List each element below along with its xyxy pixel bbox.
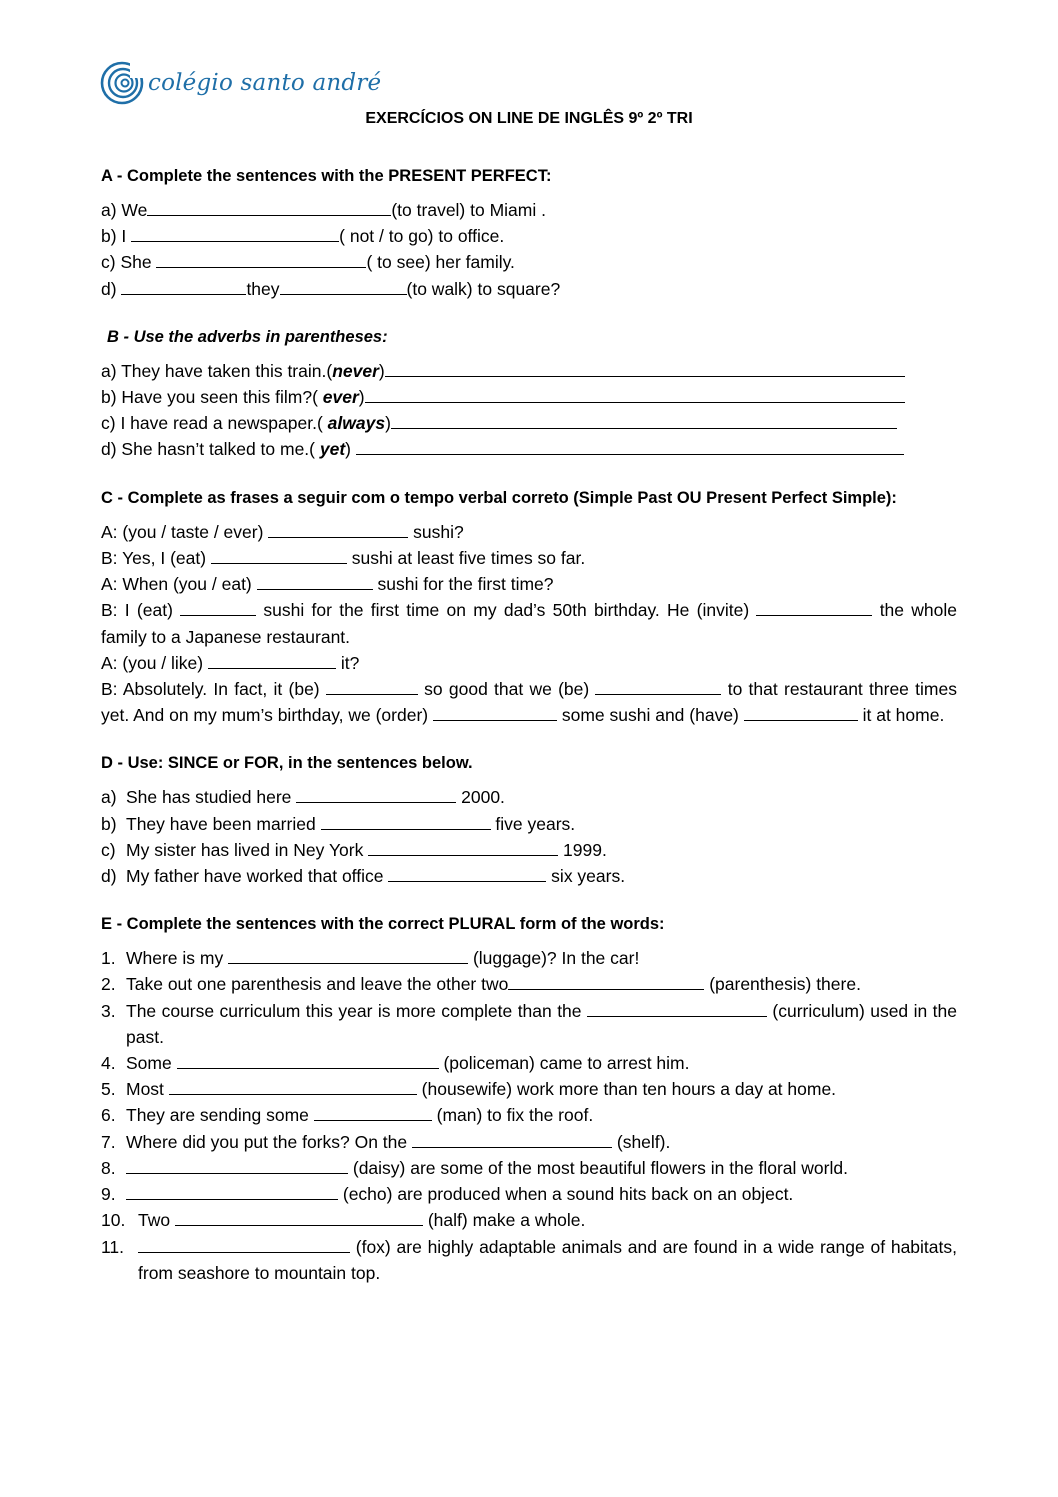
line-text: ( not / to go) to office. xyxy=(339,226,505,247)
answer-blank[interactable] xyxy=(756,597,872,616)
item-number: a) xyxy=(101,787,117,808)
section-d xyxy=(101,750,957,889)
answer-blank[interactable] xyxy=(368,837,558,856)
line-text: (half) make a whole. xyxy=(422,1210,586,1231)
answer-blank[interactable] xyxy=(314,1102,432,1121)
item-number: 8. xyxy=(101,1157,116,1178)
answer-blank[interactable] xyxy=(147,197,391,216)
adverb: never xyxy=(332,360,379,381)
answer-blank[interactable] xyxy=(385,358,905,377)
exercise-line xyxy=(101,811,957,837)
answer-blank[interactable] xyxy=(365,384,905,403)
answer-blank[interactable] xyxy=(388,863,546,882)
exercise-line xyxy=(101,1050,957,1076)
exercise-line xyxy=(101,1129,957,1155)
line-text: a) We xyxy=(101,200,148,220)
line-text: (housewife) work more than ten hours a day at home. xyxy=(416,1079,837,1100)
line-text: five years. xyxy=(490,813,576,834)
line-text: B: Absolutely. In fact, it (be) xyxy=(101,679,326,700)
line-text: My sister has lived in Ney York xyxy=(126,839,369,860)
answer-blank[interactable] xyxy=(131,223,339,242)
line-text: six years. xyxy=(546,866,626,887)
swirl-logo-icon xyxy=(100,60,144,106)
item-number: 2. xyxy=(101,974,116,995)
exercise-line xyxy=(101,1181,957,1207)
school-logo xyxy=(100,58,381,108)
section-a xyxy=(101,163,957,302)
item-number: 3. xyxy=(101,1000,116,1021)
line-text: They have been married xyxy=(126,813,321,834)
line-text: to that restaurant three times yet. And on my mum’s birthday, we (order) xyxy=(101,679,957,726)
section-b xyxy=(101,324,957,463)
section-c xyxy=(101,485,957,729)
exercise-line xyxy=(101,998,957,1050)
exercise-line xyxy=(101,1076,957,1102)
line-text: c) She xyxy=(101,252,157,273)
exercise-line xyxy=(101,1234,957,1286)
adverb: yet xyxy=(319,439,346,460)
dialogue-line xyxy=(101,650,957,676)
school-name: colégio santo andré xyxy=(148,70,382,96)
line-text: B: I (eat) xyxy=(101,600,181,621)
answer-blank[interactable] xyxy=(175,1207,423,1226)
line-text: Where did you put the forks? On the xyxy=(126,1131,412,1152)
worksheet-content xyxy=(101,163,957,1308)
line-text: b) Have you seen this film?( xyxy=(101,387,323,408)
line-text: (daisy) are some of the most beautiful flowers in the floral world. xyxy=(348,1157,848,1178)
answer-blank[interactable] xyxy=(744,702,858,721)
section-e xyxy=(101,911,957,1286)
section-a-title: A - Complete the sentences with the PRESENT PERFECT: xyxy=(101,167,552,185)
dialogue-line xyxy=(101,519,957,545)
exercise-line xyxy=(101,410,957,436)
answer-blank[interactable] xyxy=(412,1129,612,1148)
exercise-line xyxy=(101,436,957,462)
exercise-line xyxy=(101,384,957,410)
exercise-line xyxy=(101,197,957,223)
line-text: d) She hasn’t talked to me.( xyxy=(101,439,320,460)
answer-blank[interactable] xyxy=(169,1076,417,1095)
item-number: 11. xyxy=(101,1236,125,1257)
item-number: 4. xyxy=(101,1053,116,1074)
item-number: 1. xyxy=(101,948,116,969)
line-text: sushi at least five times so far. xyxy=(346,548,586,569)
dialogue-line xyxy=(101,571,957,597)
answer-blank[interactable] xyxy=(208,650,336,669)
line-text: My father have worked that office xyxy=(126,866,389,887)
line-text: so good that we (be) xyxy=(417,679,596,700)
item-number: c) xyxy=(101,839,116,860)
exercise-line xyxy=(101,276,957,302)
answer-blank[interactable] xyxy=(257,571,373,590)
line-text: sushi for the first time on my dad’s 50th birthday. He (invite) xyxy=(256,600,757,621)
line-text: (to travel) to Miami . xyxy=(391,200,546,220)
answer-blank[interactable] xyxy=(156,249,366,268)
answer-blank[interactable] xyxy=(356,436,904,455)
answer-blank[interactable] xyxy=(595,676,721,695)
line-text: c) I have read a newspaper.( xyxy=(101,413,328,434)
dialogue-line xyxy=(101,676,957,728)
exercise-line xyxy=(101,223,957,249)
line-text: (luggage)? In the car! xyxy=(468,948,640,969)
answer-blank[interactable] xyxy=(138,1234,350,1253)
exercise-line xyxy=(101,971,957,997)
answer-blank[interactable] xyxy=(433,702,557,721)
line-text: sushi for the first time? xyxy=(372,574,554,595)
line-text: A: (you / like) xyxy=(101,652,208,673)
answer-blank[interactable] xyxy=(268,519,408,538)
exercise-line xyxy=(101,945,957,971)
line-text: (shelf). xyxy=(612,1131,671,1152)
adverb: always xyxy=(327,413,386,434)
document-title: EXERCÍCIOS ON LINE DE INGLÊS 9º 2º TRI xyxy=(365,110,693,127)
answer-blank[interactable] xyxy=(587,998,767,1017)
line-text: (parenthesis) there. xyxy=(704,974,861,995)
line-text: the whole family to a Japanese restaurant. xyxy=(101,600,958,647)
answer-blank[interactable] xyxy=(126,1155,348,1174)
adverb: ever xyxy=(322,387,359,408)
dialogue-line xyxy=(101,545,957,571)
line-text: a) They have taken this train.( xyxy=(101,360,333,381)
line-text: Where is my xyxy=(126,948,229,969)
answer-blank[interactable] xyxy=(211,545,347,564)
line-text: (policeman) came to arrest him. xyxy=(438,1053,690,1074)
answer-blank[interactable] xyxy=(126,1181,338,1200)
exercise-line xyxy=(101,784,957,810)
line-text: ) xyxy=(358,387,365,408)
line-text: ) xyxy=(378,360,385,381)
answer-blank[interactable] xyxy=(228,945,468,964)
answer-blank[interactable] xyxy=(280,276,407,295)
line-text: The course curriculum this year is more complete than the xyxy=(126,1000,587,1021)
line-text: 1999. xyxy=(558,839,607,860)
dialogue-line xyxy=(101,597,957,649)
exercise-line xyxy=(101,358,957,384)
line-text: (curriculum) used in the past. xyxy=(126,1000,957,1047)
item-number: 9. xyxy=(101,1184,116,1205)
line-text: (to walk) to square? xyxy=(406,278,561,299)
line-text: sushi? xyxy=(408,521,464,542)
answer-blank[interactable] xyxy=(321,811,491,830)
answer-blank[interactable] xyxy=(180,597,256,616)
line-text: Some xyxy=(126,1053,177,1074)
line-text: they xyxy=(246,278,280,299)
line-text: A: (you / taste / ever) xyxy=(101,521,269,542)
answer-blank[interactable] xyxy=(177,1050,439,1069)
line-text: A: When (you / eat) xyxy=(101,574,257,595)
line-text: b) I xyxy=(101,226,132,247)
line-text: B: Yes, I (eat) xyxy=(101,548,211,569)
line-text: ) xyxy=(385,413,391,434)
answer-blank[interactable] xyxy=(121,276,246,295)
line-text: 2000. xyxy=(456,787,505,808)
section-d-title: D - Use: SINCE or FOR, in the sentences below. xyxy=(101,754,473,773)
line-text: (fox) are highly adaptable animals and are found in a wide range of habitats, from seashore to mountain top. xyxy=(138,1236,957,1283)
line-text: She has studied here xyxy=(126,787,297,808)
line-text: ( to see) her family. xyxy=(366,252,515,273)
item-number: 5. xyxy=(101,1079,116,1100)
line-text: some sushi and (have) xyxy=(556,705,744,726)
line-text: Take out one parenthesis and leave the other two xyxy=(126,974,509,995)
exercise-line xyxy=(101,837,957,863)
answer-blank[interactable] xyxy=(508,971,704,990)
line-text: Most xyxy=(126,1079,169,1100)
item-number: 10. xyxy=(101,1210,126,1231)
answer-blank[interactable] xyxy=(391,410,897,429)
exercise-line xyxy=(101,1155,957,1181)
section-c-title: C - Complete as frases a seguir com o tempo verbal correto (Simple Past OU Present Perfect Simple): xyxy=(101,488,897,507)
line-text: Two xyxy=(138,1210,175,1231)
exercise-line xyxy=(101,249,957,275)
item-number: 6. xyxy=(101,1105,116,1126)
line-text: (echo) are produced when a sound hits back on an object. xyxy=(338,1184,794,1205)
item-number: 7. xyxy=(101,1131,116,1152)
exercise-line xyxy=(101,863,957,889)
answer-blank[interactable] xyxy=(326,676,418,695)
line-text: it? xyxy=(335,652,360,673)
answer-blank[interactable] xyxy=(296,784,456,803)
section-b-title: B - Use the adverbs in parentheses: xyxy=(107,327,388,346)
item-number: b) xyxy=(101,813,117,834)
exercise-line xyxy=(101,1102,957,1128)
line-text: (man) to fix the roof. xyxy=(431,1105,594,1126)
item-number: d) xyxy=(101,866,117,887)
line-text: d) xyxy=(101,278,122,299)
section-e-title: E - Complete the sentences with the correct PLURAL form of the words: xyxy=(101,915,665,934)
line-text: ) xyxy=(345,439,356,460)
line-text: They are sending some xyxy=(126,1105,314,1126)
exercise-line xyxy=(101,1207,957,1233)
line-text: it at home. xyxy=(857,705,945,726)
